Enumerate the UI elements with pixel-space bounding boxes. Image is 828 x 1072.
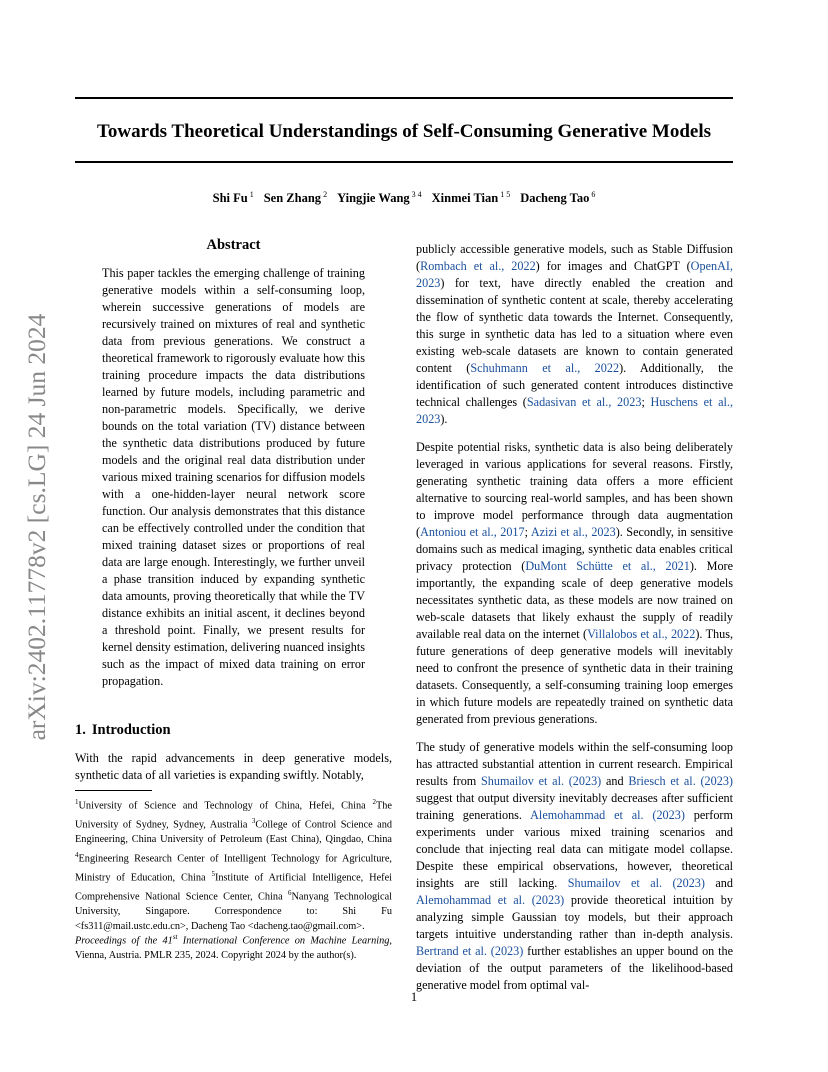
citation-link[interactable]: Azizi et al., 2023 bbox=[530, 525, 616, 539]
paragraph-text: publicly accessible generative models, such as Stable Diffusion ( bbox=[416, 242, 733, 273]
affiliation-text: University of Science and Technology of China, Hefei, China bbox=[78, 800, 366, 812]
citation-link[interactable]: Schuhmann et al., 2022 bbox=[470, 361, 620, 375]
citation-link[interactable]: Rombach et al., 2022 bbox=[420, 259, 536, 273]
author-name bbox=[264, 191, 327, 205]
paragraph-text: Despite potential risks, synthetic data is also being deliberately leveraged in various applications for several reasons. Firstly, generating synthetic training data offers a more efficient alternative to sourcing real-world samples, and has been shown to improve model performance through data augmentation ( bbox=[416, 440, 733, 539]
author-name bbox=[213, 191, 254, 205]
footnote-marker: 4 bbox=[75, 850, 79, 859]
section-title: Introduction bbox=[91, 722, 171, 738]
footnote-marker: 1 bbox=[75, 798, 79, 806]
paragraph-text: ). Additionally, the identification of such generated content introduces distinctive technical challenges ( bbox=[416, 361, 734, 409]
left-column bbox=[75, 235, 392, 690]
affiliation-text: Institute of Artificial Intelligence, Hefei Comprehensive National Science Center, China bbox=[75, 872, 392, 903]
footnote-marker: 6 bbox=[288, 889, 292, 898]
footnote-marker: 3 bbox=[251, 817, 256, 826]
paragraph-text: ). More importantly, the expanding scale of deep generative models necessitates synthetic data, as these models are now trained on web-scale datasets that likely exhaust the supply of readily available real data on the internet ( bbox=[416, 559, 734, 641]
proceedings-rest: , Vienna, Austria. PMLR 235, 2024. Copyright 2024 by the author(s). bbox=[75, 935, 392, 962]
affiliation-footnotes bbox=[75, 795, 392, 935]
citation-link[interactable]: Shumailov et al. (2023) bbox=[567, 876, 705, 890]
author-name-text: Dacheng Tao bbox=[520, 191, 590, 206]
author-name bbox=[337, 191, 422, 205]
citation-link[interactable]: Sadasivan et al., 2023 bbox=[526, 395, 642, 409]
author-name-text: Shi Fu bbox=[212, 191, 248, 206]
paragraph-text: ). bbox=[440, 412, 448, 426]
abstract-body: This paper tackles the emerging challenge of training generative models within a self-consuming loop, wherein successive generations of models are recursively trained on mixtures of real and synthetic data from previous generations. We construct a theoretical framework to rigorously evaluate how this training procedure impacts the data distributions learned by future models, including parametric and non-parametric models. Specifically, we derive bounds on the total variation (TV) distance between the synthetic data distributions produced by future models and the original real data distribution under various mixed training scenarios for diffusion models with a one-hidden-layer neural network score function. Our analysis demonstrates that this distance can be effectively controlled under the condition that mixed training dataset sizes or proportions of real data are large enough. Interestingly, we further unveil a phase transition induced by expanding synthetic data amounts, proving theoretically that while the TV distance exhibits an initial ascent, it declines beyond a threshold point. Finally, we present results for kernel density estimation, delivering nuanced insights such as the impact of mixed data training on error propagation. bbox=[102, 266, 365, 688]
abstract-heading: Abstract bbox=[206, 237, 261, 253]
citation-link[interactable]: Shumailov et al. (2023) bbox=[481, 774, 602, 788]
paragraph-text: The study of generative models within the self-consuming loop has attracted substantial attention in current research. Empirical results from bbox=[416, 740, 733, 788]
paragraph-text: ) for images and ChatGPT ( bbox=[535, 259, 691, 273]
footnote-rule bbox=[75, 790, 152, 791]
footnote-marker: 5 bbox=[211, 870, 215, 879]
footnote-marker: 2 bbox=[372, 798, 376, 806]
introduction-heading bbox=[75, 722, 171, 739]
author-affiliation-marker: 3 4 bbox=[409, 190, 422, 199]
author-name-text: Xinmei Tian bbox=[431, 191, 499, 206]
proceedings-conference: International Conference on Machine Learning bbox=[177, 935, 390, 947]
proceedings-sup: st bbox=[172, 933, 178, 941]
citation-link[interactable]: Briesch et al. (2023) bbox=[628, 774, 733, 788]
author-affiliation-marker: 2 bbox=[321, 190, 328, 199]
author-name bbox=[520, 191, 595, 205]
author-name-text: Sen Zhang bbox=[263, 191, 322, 206]
citation-link[interactable]: Antoniou et al., 2017 bbox=[420, 525, 525, 539]
affiliation-text: Engineering Research Center of Intelligent Technology for Agriculture, Ministry of Education, China bbox=[75, 853, 392, 884]
body-paragraph bbox=[416, 439, 733, 728]
author-list bbox=[75, 190, 733, 206]
paragraph-text: suggest that output diversity inevitably decreases after sufficient training generations. bbox=[416, 791, 733, 822]
citation-link[interactable]: Bertrand et al. (2023) bbox=[416, 944, 524, 958]
paragraph-text: further establishes an upper bound on the deviation of the output parameters of the likelihood-based generative model from optimal val- bbox=[416, 944, 733, 992]
section-number: 1. bbox=[75, 722, 86, 738]
paragraph-text: ) for text, have directly enabled the creation and dissemination of synthetic content at scale, thereby accelerating the flow of synthetic data towards the Internet. Consequently, this surge in synthetic data has led to a situation where even existing web-scale datasets are known to contain generated content ( bbox=[416, 276, 733, 375]
paragraph-text: perform experiments under various mixed training scenarios and conclude that injecting real data can mitigate model collapse. Despite these empirical observations, however, theoretical insights are still lacking. bbox=[416, 808, 733, 890]
page-number: 1 bbox=[410, 990, 418, 1004]
body-paragraph bbox=[416, 739, 733, 994]
introduction-body: With the rapid advancements in deep generative models, synthetic data of all varieties is expanding swiftly. Notably, bbox=[75, 751, 392, 782]
paragraph-text: ). Thus, future generations of deep generative models will inevitably need to confront the presence of synthetic data in their training datasets. Consequently, a self-consuming training loop emerges in which future models are repeatedly trained on synthetic data generated from previous generations. bbox=[416, 627, 734, 726]
citation-link[interactable]: Alemohammad et al. (2023) bbox=[530, 808, 685, 822]
arxiv-stamp: arXiv:2402.11778v2 [cs.LG] 24 Jun 2024 bbox=[22, 313, 51, 741]
title-bottom-rule bbox=[75, 161, 733, 163]
affiliation-text: Nanyang Technological University, Singapore. bbox=[75, 891, 392, 918]
citation-link[interactable]: OpenAI, 2023 bbox=[416, 259, 733, 290]
citation-link[interactable]: DuMont Schütte et al., 2021 bbox=[525, 559, 690, 573]
citation-link[interactable]: Huschens et al., 2023 bbox=[416, 395, 733, 426]
author-name-text: Yingjie Wang bbox=[337, 191, 410, 206]
right-column bbox=[416, 241, 733, 1005]
author-affiliation-marker: 6 bbox=[589, 190, 596, 199]
author-name bbox=[432, 191, 511, 205]
proceedings-prefix: Proceedings of the 41 bbox=[75, 935, 173, 947]
affiliation-text: The University of Sydney, Sydney, Australia bbox=[75, 800, 392, 831]
paragraph-text: ; bbox=[641, 395, 651, 409]
paragraph-text: ; bbox=[524, 525, 531, 539]
top-rule bbox=[75, 97, 733, 99]
body-paragraph bbox=[416, 241, 733, 428]
citation-link[interactable]: Alemohammad et al. (2023) bbox=[416, 893, 565, 907]
paragraph-text: and bbox=[601, 774, 629, 788]
affiliation-text: College of Control Science and Engineering, China University of Petroleum (East China), Qingdao, China bbox=[75, 819, 392, 846]
author-affiliation-marker: 1 bbox=[247, 190, 254, 199]
paragraph-text: and bbox=[704, 876, 733, 890]
proceedings-note bbox=[75, 930, 392, 964]
paragraph-text: ). Secondly, in sensitive domains such as medical imaging, synthetic data enables critical privacy protection ( bbox=[416, 525, 734, 573]
author-affiliation-marker: 1 5 bbox=[498, 190, 511, 199]
paper-title: Towards Theoretical Understandings of Self-Consuming Generative Models bbox=[96, 121, 711, 142]
citation-link[interactable]: Villalobos et al., 2022 bbox=[587, 627, 696, 641]
paragraph-text: provide theoretical intuition by analyzing simple Gaussian toy models, but their approach targets intuitive understanding rather than in-depth analysis. bbox=[416, 893, 733, 941]
correspondence-text: Correspondence to: Shi Fu <fs311@mail.ustc.edu.cn>, Dacheng Tao <dacheng.tao@gmail.com>. bbox=[75, 906, 392, 933]
